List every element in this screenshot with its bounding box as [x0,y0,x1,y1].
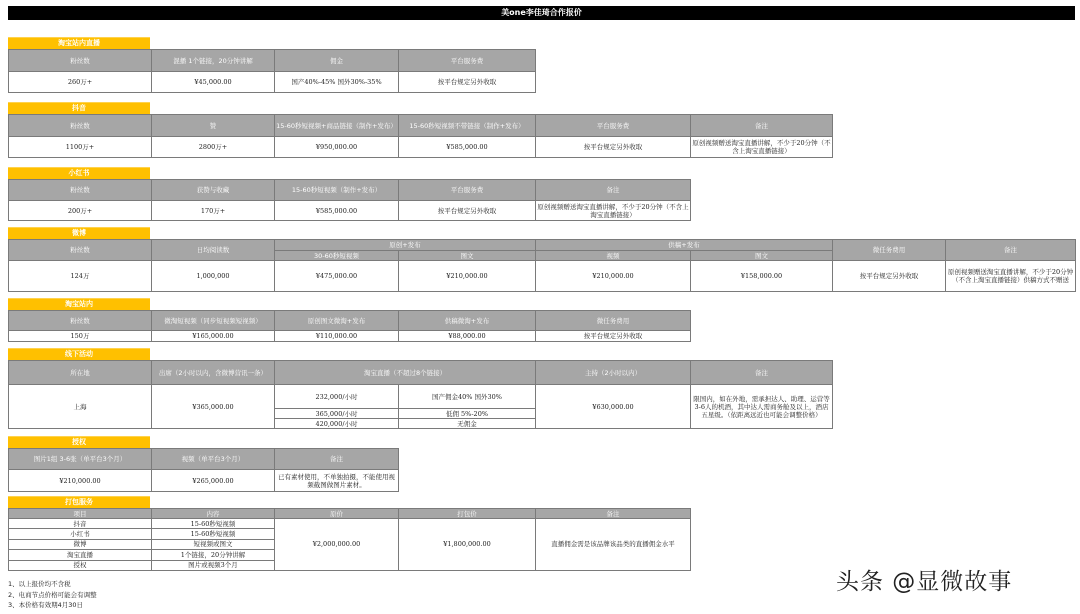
price-table [8,508,691,571]
table-cell: 限国内，如在外地，需承担达人、助理、运营等3-6人的机酒，其中达人需商务舱及以上，酒店五星级。（依距离远近也可能会调整价格） [691,385,833,429]
column-header: 平台服务费 [399,180,536,201]
column-header: 平台服务费 [536,115,691,137]
table-cell: 260万+ [9,72,152,93]
table-cell: 420,000/小时 [275,419,399,429]
note-1: 1、以上报价均不含税 [8,580,71,588]
column-header: 平台服务费 [399,50,536,72]
table-cell: 短视频或图文 [152,539,275,549]
section-weibo [8,227,1076,292]
table-cell: 15-60秒短视频 [152,529,275,539]
note-3: 3、本价格有效期4月30日 [8,601,84,609]
table-cell: ¥585,000.00 [275,201,399,221]
column-header: 备注 [946,240,1076,261]
note-2: 2、电商节点价格可能会有调整 [8,590,97,599]
column-header: 获赞与收藏 [152,180,275,201]
table-cell: 15-60秒短视频 [152,519,275,529]
table-cell: 124万 [9,261,152,292]
table-cell: ¥210,000.00 [399,261,536,292]
table-row [9,137,833,158]
table-cell: ¥950,000.00 [275,137,399,158]
table-cell: 国产佣金40% 国外30% [399,385,536,409]
column-header: 15-60秒短视频+商品链接（制作+发布） [275,115,399,137]
table-row [9,519,691,529]
sheet-title: 美one李佳琦合作报价 [8,6,1075,20]
table-row [9,470,399,492]
column-header: 淘宝直播（不超过8个链接） [275,361,536,385]
column-header: 图文 [691,251,833,261]
section-douyin [8,102,833,158]
table-cell: 低佣 5%-20% [399,409,536,419]
section-xiaohongshu [8,167,691,221]
column-header: 备注 [275,449,399,470]
column-header: 微淘短视频（同步短视频短视频） [152,311,275,331]
table-cell: ¥2,000,000.00 [275,519,399,571]
table-cell: 170万+ [152,201,275,221]
table-cell: 直播佣金需是该品牌该品类的直播佣金水平 [536,519,691,571]
table-cell: 232,000/小时 [275,385,399,409]
table-cell: 150万 [9,331,152,342]
table-cell: ¥165,000.00 [152,331,275,342]
table-cell: 1,000,000 [152,261,275,292]
table-cell: 上海 [9,385,152,429]
column-header: 15-60秒短视频（制作+发布） [275,180,399,201]
price-table [8,239,1076,292]
column-header: 粉丝数 [9,115,152,137]
column-header: 原创+发布 [275,240,536,251]
column-header: 所在地 [9,361,152,385]
header-row [9,50,536,72]
price-table [8,114,833,158]
table-cell: 365,000/小时 [275,409,399,419]
column-header: 混播 1个链接，20分钟讲解 [152,50,275,72]
table-cell: ¥630,000.00 [536,385,691,429]
table-cell: 授权 [9,560,152,570]
header-row [9,115,833,137]
notes [8,579,97,611]
column-header: 供稿微淘+发布 [399,311,536,331]
column-header: 30-60秒短视频 [275,251,399,261]
header-row [9,311,691,331]
table-cell: ¥210,000.00 [536,261,691,292]
header-row [9,240,1076,251]
section-authorization [8,436,399,492]
header-row [9,361,833,385]
table-cell: ¥110,000.00 [275,331,399,342]
table-cell: ¥88,000.00 [399,331,536,342]
column-header: 备注 [536,509,691,519]
table-cell: 200万+ [9,201,152,221]
table-cell: 图片或视频3个月 [152,560,275,570]
column-header: 视频 [536,251,691,261]
column-header: 佣金 [275,50,399,72]
column-header: 图文 [399,251,536,261]
column-header: 打包价 [399,509,536,519]
price-table [8,360,833,429]
table-cell: 1100万+ [9,137,152,158]
table-cell: 微博 [9,539,152,549]
column-header: 原创图文微淘+发布 [275,311,399,331]
price-table [8,179,691,221]
table-cell: 无佣金 [399,419,536,429]
table-row [9,72,536,93]
section-taobao-live [8,37,536,93]
table-cell: 国产40%-45% 国外30%-35% [275,72,399,93]
table-cell: 按平台规定另外收取 [536,331,691,342]
table-cell: ¥210,000.00 [9,470,152,492]
section-bundle [8,496,691,571]
price-table [8,448,399,492]
table-cell: 按平台规定另外收取 [536,137,691,158]
table-cell: 1个链接，20分钟讲解 [152,550,275,560]
header-row [9,180,691,201]
column-header: 备注 [691,361,833,385]
table-cell: ¥158,000.00 [691,261,833,292]
table-row [9,201,691,221]
section-tag: 淘宝站内 [8,298,150,310]
column-header: 供稿+发布 [536,240,833,251]
table-cell: ¥45,000.00 [152,72,275,93]
column-header: 日均阅读数 [152,240,275,261]
column-header: 微任务费用 [536,311,691,331]
section-tag: 微博 [8,227,150,239]
table-cell: ¥365,000.00 [152,385,275,429]
table-cell: 按平台规定另外收取 [833,261,946,292]
table-row [9,261,1076,292]
column-header: 粉丝数 [9,311,152,331]
table-cell: ¥585,000.00 [399,137,536,158]
column-header: 粉丝数 [9,50,152,72]
section-offline [8,348,833,429]
section-tag: 授权 [8,436,150,448]
section-taobao-in [8,298,691,342]
section-tag: 淘宝站内直播 [8,37,150,49]
section-tag: 小红书 [8,167,150,179]
watermark: 头条 @显微故事 [836,569,1013,595]
table-row [9,331,691,342]
section-tag: 线下活动 [8,348,150,360]
table-cell: 原创视频赠送淘宝直播讲解，不少于20分钟（不含上淘宝直播链接） [691,137,833,158]
column-header: 内容 [152,509,275,519]
table-row [9,385,833,409]
header-row [9,509,691,519]
column-header: 主持（2小时以内） [536,361,691,385]
column-header: 备注 [536,180,691,201]
table-cell: 抖音 [9,519,152,529]
column-header: 图片1组 3-6张（单平台3个月） [9,449,152,470]
column-header: 原价 [275,509,399,519]
column-header: 赞 [152,115,275,137]
table-cell: 小红书 [9,529,152,539]
table-cell: 已有素材使用，不单独拍摄，不能使用视频截图做图片素材。 [275,470,399,492]
table-cell: 原创视频赠送淘宝直播讲解，不少于20分钟（不含上淘宝直播链接） [537,202,689,219]
column-header: 粉丝数 [9,240,152,261]
header-row [9,449,399,470]
section-tag: 打包服务 [8,496,150,508]
column-header: 粉丝数 [9,180,152,201]
table-cell: 按平台规定另外收取 [399,201,536,221]
section-tag: 抖音 [8,102,150,114]
column-header: 出席（2小时以内，含微博营讯一条） [152,361,275,385]
price-table [8,49,536,93]
table-cell: ¥265,000.00 [152,470,275,492]
column-header: 备注 [691,115,833,137]
column-header: 视频（单平台3个月） [152,449,275,470]
table-cell: 按平台规定另外收取 [399,72,536,93]
table-cell: ¥475,000.00 [275,261,399,292]
column-header: 项目 [9,509,152,519]
table-cell: 原创视频赠送淘宝直播讲解，不少于20分钟（不含上淘宝直播链接）供稿方式不赠送 [946,261,1076,292]
table-cell: 2800万+ [152,137,275,158]
column-header: 15-60秒短视频不带链接（制作+发布） [399,115,536,137]
table-cell: 淘宝直播 [9,550,152,560]
price-table [8,310,691,342]
column-header: 微任务费用 [833,240,946,261]
table-cell: ¥1,800,000.00 [399,519,536,571]
